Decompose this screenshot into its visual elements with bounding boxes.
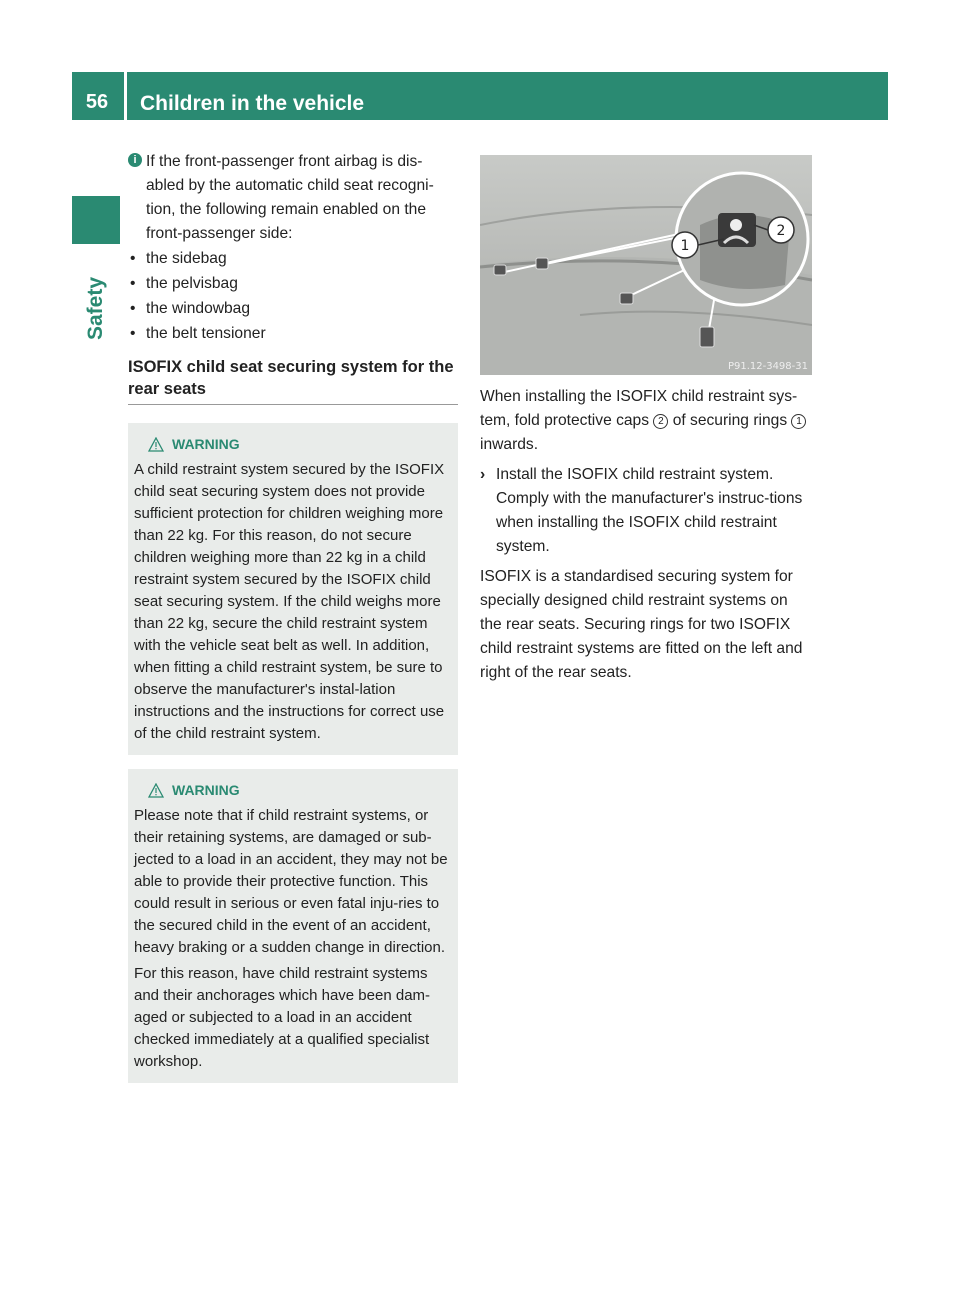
page-title: Children in the vehicle [140,92,365,115]
warning-header [148,433,450,455]
warning-text: A child restraint system secured by the ISOFIX child seat securing system does not provide sufficient protection for children weighing more than 22 kg. For this reason, do not secure children weighing more than 22 kg in a child restraint system secured by the ISOFIX child seat securing system. If the child weighs more than 22 kg, secure the child restraint system with the vehicle seat belt as well. In addition, when fitting a child restraint system, be sure to observe the manufacturer's instal-lation instructions and the instructions for correct use of the child restraint system. [134,461,445,742]
step-text: Install the ISOFIX child restraint system. Comply with the manufacturer's instruc-tions when installing the ISOFIX child restraint system. [496,466,803,555]
list-item-text: the sidebag [146,250,227,267]
isofix-photo [480,155,812,375]
list-item: • the sidebag [130,250,227,267]
install-intro-c: inwards. [480,436,539,453]
side-tab-label: Safety [84,276,107,340]
warning-header [148,779,450,801]
page-number: 56 [85,91,109,113]
step-arrow-icon: › [480,466,486,483]
section-heading: ISOFIX child seat securing system for the rear seats [128,356,458,405]
side-tab-block [72,196,120,244]
right-column [480,155,812,685]
list-item-text: the pelvisbag [146,275,238,292]
left-column [128,150,458,1083]
info-icon: i [128,153,142,167]
list-item: • the belt tensioner [130,325,266,342]
install-intro [480,385,812,457]
warning-triangle-icon [148,783,164,798]
header-divider [124,72,127,120]
warning-triangle-icon [148,437,164,452]
info-note [128,150,458,246]
warning-box [128,423,458,755]
instruction-step [480,463,812,559]
warning-text: For this reason, have child restraint systems and their anchorages which have been dam-aged or subjected to a load in an accident checked immediately at a qualified specialist workshop. [134,965,431,1070]
callout-2-ref: 2 [653,414,668,429]
list-item: • the pelvisbag [130,275,238,292]
install-intro-a: When installing the ISOFIX child restraint sys-tem, fold protective caps [480,388,798,429]
list-item-text: the belt tensioner [146,325,266,342]
isofix-paragraph: ISOFIX is a standardised securing system for specially designed child restraint systems on the rear seats. Securing rings for two ISOFIX child restraint systems are fitted on the left and right of the rear seats. [480,568,803,681]
figure-code: P91.12-3498-31 [727,361,808,372]
callout-1: 1 [680,238,690,254]
list-item: • the windowbag [130,300,251,317]
isofix-illustration [480,155,812,375]
install-intro-b: of securing rings [672,412,788,429]
callout-1-ref: 1 [791,414,806,429]
warning-text: Please note that if child restraint systems, or their retaining systems, are damaged or sub-jected to a load in an accident, they may not be able to provide their protective function. This could result in serious or even fatal inju-ries to the secured child in the event of an accident, heavy braking or a sudden change in direction. [134,807,448,956]
warning-label: WARNING [172,782,240,798]
warning-label: WARNING [172,436,240,452]
callout-2: 2 [776,223,786,239]
warning-box [128,769,458,1083]
list-item-text: the windowbag [146,300,251,317]
info-note-text: If the front-passenger front airbag is dis-abled by the automatic child seat recogni-tion, the following remain enabled on the front-passenger side: [146,153,434,242]
